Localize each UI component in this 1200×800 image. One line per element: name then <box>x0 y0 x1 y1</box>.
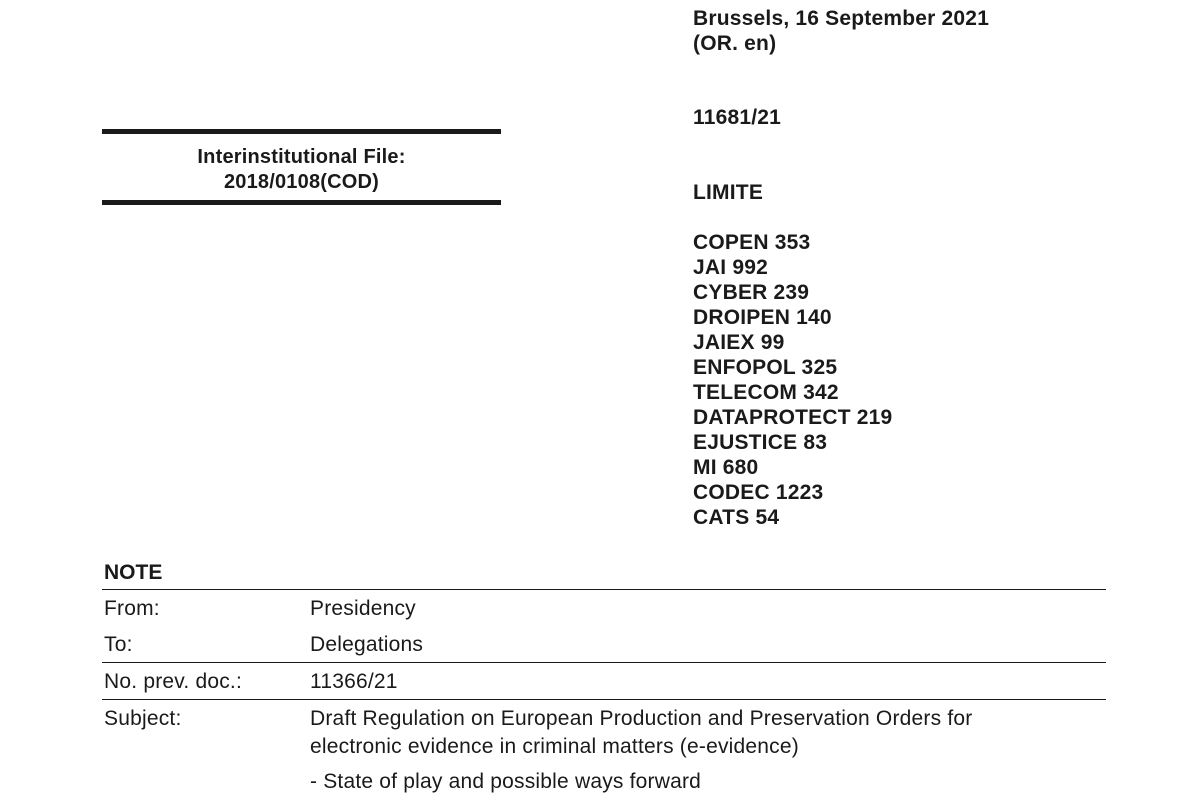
subject-code: ENFOPOL 325 <box>693 356 838 379</box>
subject-code: JAI 992 <box>693 256 768 279</box>
document-date: Brussels, 16 September 2021 <box>693 7 990 30</box>
subject-code: DROIPEN 140 <box>693 306 832 329</box>
subject-code: MI 680 <box>693 456 759 479</box>
interinstitutional-file-label: Interinstitutional File: <box>197 146 406 168</box>
to-label: To: <box>104 633 133 656</box>
table-rule-top <box>102 589 1106 590</box>
interinstitutional-file-box <box>102 129 501 205</box>
document-number: 11681/21 <box>693 106 782 129</box>
subject-code: EJUSTICE 83 <box>693 431 828 454</box>
prev-doc-value: 11366/21 <box>310 670 398 693</box>
subject-line-2: electronic evidence in criminal matters (e-evidence) <box>310 735 799 758</box>
subject-line-3: - State of play and possible ways forward <box>310 770 702 793</box>
interinstitutional-file-number: 2018/0108(COD) <box>223 171 380 193</box>
from-value: Presidency <box>310 597 416 620</box>
subject-code: DATAPROTECT 219 <box>693 406 893 429</box>
subject-label: Subject: <box>104 707 182 730</box>
table-rule <box>102 662 1106 663</box>
subject-code: CATS 54 <box>693 506 780 529</box>
note-title: NOTE <box>104 561 163 584</box>
table-rule <box>102 699 1106 700</box>
subject-line-1: Draft Regulation on European Production and Preservation Orders for <box>310 707 973 730</box>
classification-marking: LIMITE <box>693 181 764 204</box>
subject-code: CODEC 1223 <box>693 481 824 504</box>
to-value: Delegations <box>310 633 424 656</box>
original-language: (OR. en) <box>693 32 777 55</box>
subject-code: COPEN 353 <box>693 231 811 254</box>
subject-code: CYBER 239 <box>693 281 810 304</box>
subject-code: TELECOM 342 <box>693 381 839 404</box>
from-label: From: <box>104 597 160 620</box>
subject-codes-list <box>693 230 892 530</box>
subject-code: JAIEX 99 <box>693 331 785 354</box>
prev-doc-label: No. prev. doc.: <box>104 670 243 693</box>
